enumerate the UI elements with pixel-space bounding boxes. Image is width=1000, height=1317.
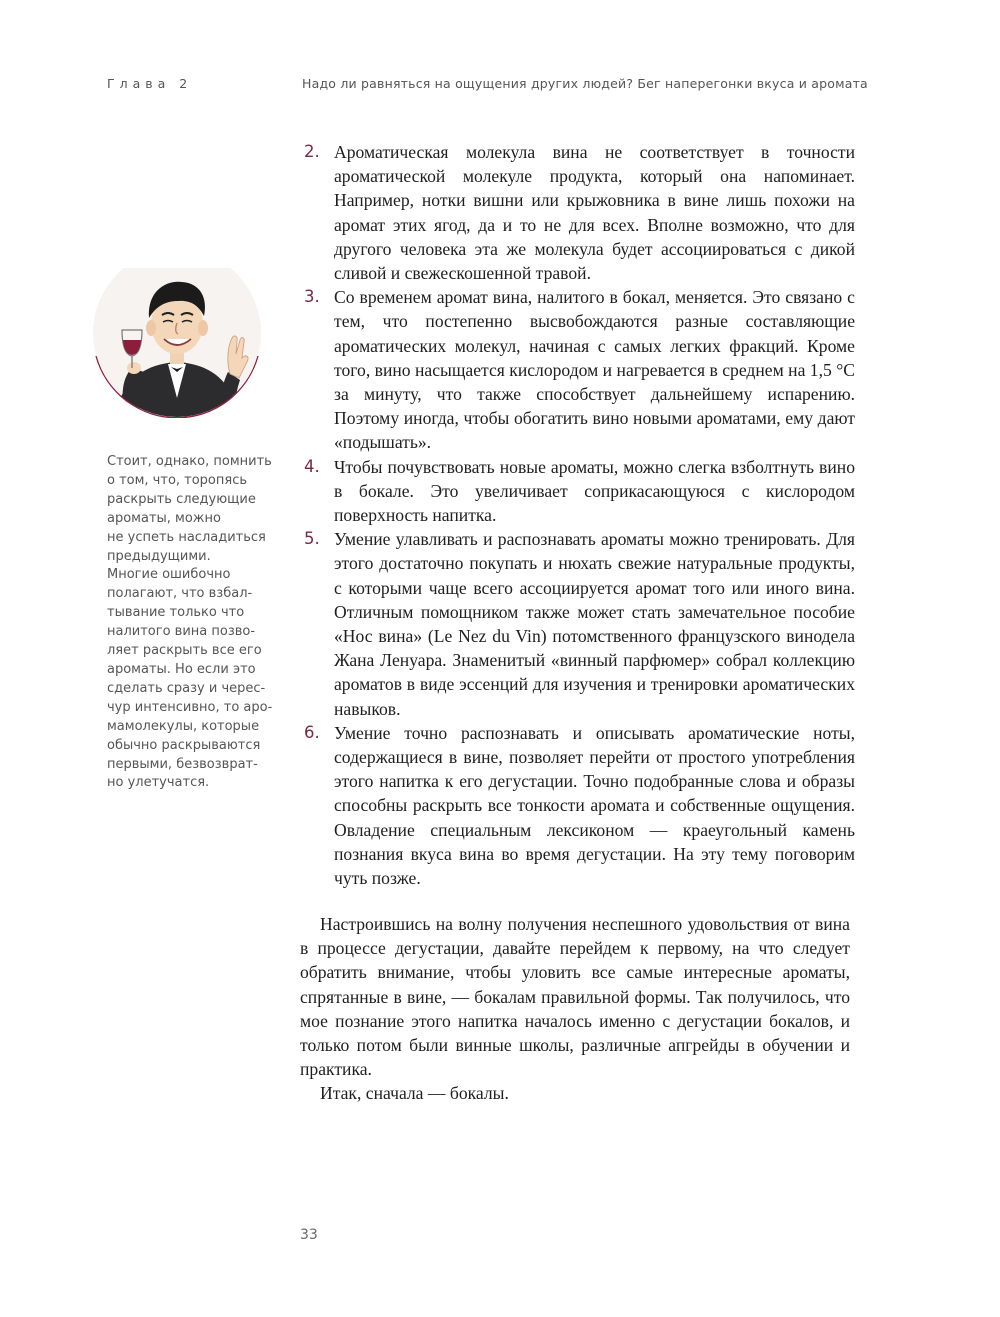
sidebar-line: обычно раскрываются — [107, 737, 261, 753]
body-text — [300, 912, 850, 1106]
sidebar-line: мамолекулы, которые — [107, 718, 260, 734]
sidebar-line: Многие ошибочно — [107, 567, 231, 583]
list-item — [300, 285, 855, 454]
sidebar-line: не успеть насладиться — [107, 529, 266, 545]
sidebar-line: но улетучатся. — [107, 775, 210, 791]
running-header — [0, 76, 1000, 96]
list-item — [300, 527, 855, 721]
sidebar-line: ароматы. Но если это — [107, 661, 256, 677]
list-item-number: 5. — [304, 529, 320, 549]
sidebar-line: ароматы, можно — [107, 510, 221, 526]
page-number: 33 — [300, 1227, 318, 1243]
list-item-text: Со временем аромат вина, налитого в бокал, меняется. Это связано с тем, что постепенно высвобождаются разные составляющие ароматических молекул, начиная с самых легких фракций. Кроме того, вино насыщается кислородом и нагревается в среднем на 1,5 °C за минуту, что также способствует дальнейшему испарению. Поэтому иногда, чтобы обогатить вино новыми ароматами, ему дают «подышать». — [334, 287, 855, 453]
sidebar-line: сделать сразу и черес- — [107, 680, 266, 696]
sidebar-line: о том, что, торопясь — [107, 472, 248, 488]
list-item — [300, 455, 855, 528]
list-item-number: 6. — [304, 722, 320, 742]
list-item — [300, 140, 855, 285]
list-item-text: Ароматическая молекула вина не соответствует в точности ароматической молекуле продукта, который она напоминает. Например, нотки вишни или крыжовника в вине лишь похожи на аромат этих ягод, да и то не для всех. Вполне возможно, что для другого человека эта же молекула будет ассоциироваться с дикой сливой и свежескошенной травой. — [334, 142, 855, 284]
chapter-title: Надо ли равняться на ощущения других людей? Бег наперегонки вкуса и аромата — [302, 76, 868, 91]
body-paragraph: Итак, сначала — бокалы. — [320, 1083, 509, 1104]
sidebar-note — [107, 453, 273, 793]
sidebar-line: раскрыть следующие — [107, 491, 256, 507]
list-item-text: Чтобы почувствовать новые ароматы, можно слегка взболтнуть вино в бокале. Это увеличивает соприкасающуюся с кислородом поверхность напитка. — [334, 456, 855, 526]
sidebar-line: чур интенсивно, то аро- — [107, 699, 273, 715]
list-item-number: 2. — [304, 142, 320, 161]
sidebar-line: ляет раскрыть все его — [107, 643, 262, 659]
sidebar-line: предыдущими. — [107, 548, 211, 564]
sommelier-illustration — [92, 268, 262, 418]
sidebar-line: тывание только что — [107, 605, 245, 621]
chapter-label: Глава 2 — [107, 76, 193, 91]
sidebar-line: полагают, что взбал- — [107, 586, 253, 602]
sidebar-line: первыми, безвозврат- — [107, 756, 258, 772]
sidebar-line: налитого вина позво- — [107, 624, 256, 640]
list-item — [300, 721, 855, 890]
list-item-text: Умение точно распознавать и описывать ароматические ноты, содержащиеся в вине, позволяет перейти от простого употребления этого напитка к его дегустации. Точно подобранные слова и образы способны раскрыть все тонкости аромата и собственные ощущения. Овладение специальным лексиконом — краеугольный камень познания вкуса вина во время дегустации. На эту тему поговорим чуть позже. — [334, 722, 855, 889]
list-item-number: 4. — [304, 456, 320, 476]
list-item-text: Умение улавливать и распознавать ароматы можно тренировать. Для этого достаточно покупать и нюхать свежие натуральные продукты, с которыми чаще всего ассоциируется аромат того или иного вина. Отличным помощником также может стать замечательное пособие «Нос вина» (Le Nez du Vin) потомственного французского винодела Жана Ленуара. Знаменитый «винный парфюмер» собрал коллекцию ароматов в виде эссенций для изучения и тренировки ароматических навыков. — [334, 529, 855, 719]
list-item-number: 3. — [304, 287, 320, 307]
sidebar-line: Стоит, однако, помнить — [107, 454, 272, 469]
body-paragraph: Настроившись на волну получения неспешного удовольствия от вина в процессе дегустации, давайте перейдем к первому, на что следует обратить внимание, чтобы уловить все самые интересные ароматы, спрятанные в вине, — бокалам правильной формы. Так получилось, что мое познание этого напитка началось именно с дегустации бокалов, и только потом были винные школы, различные апгрейды в обучении и практика. — [300, 914, 850, 1080]
numbered-list — [300, 140, 855, 890]
